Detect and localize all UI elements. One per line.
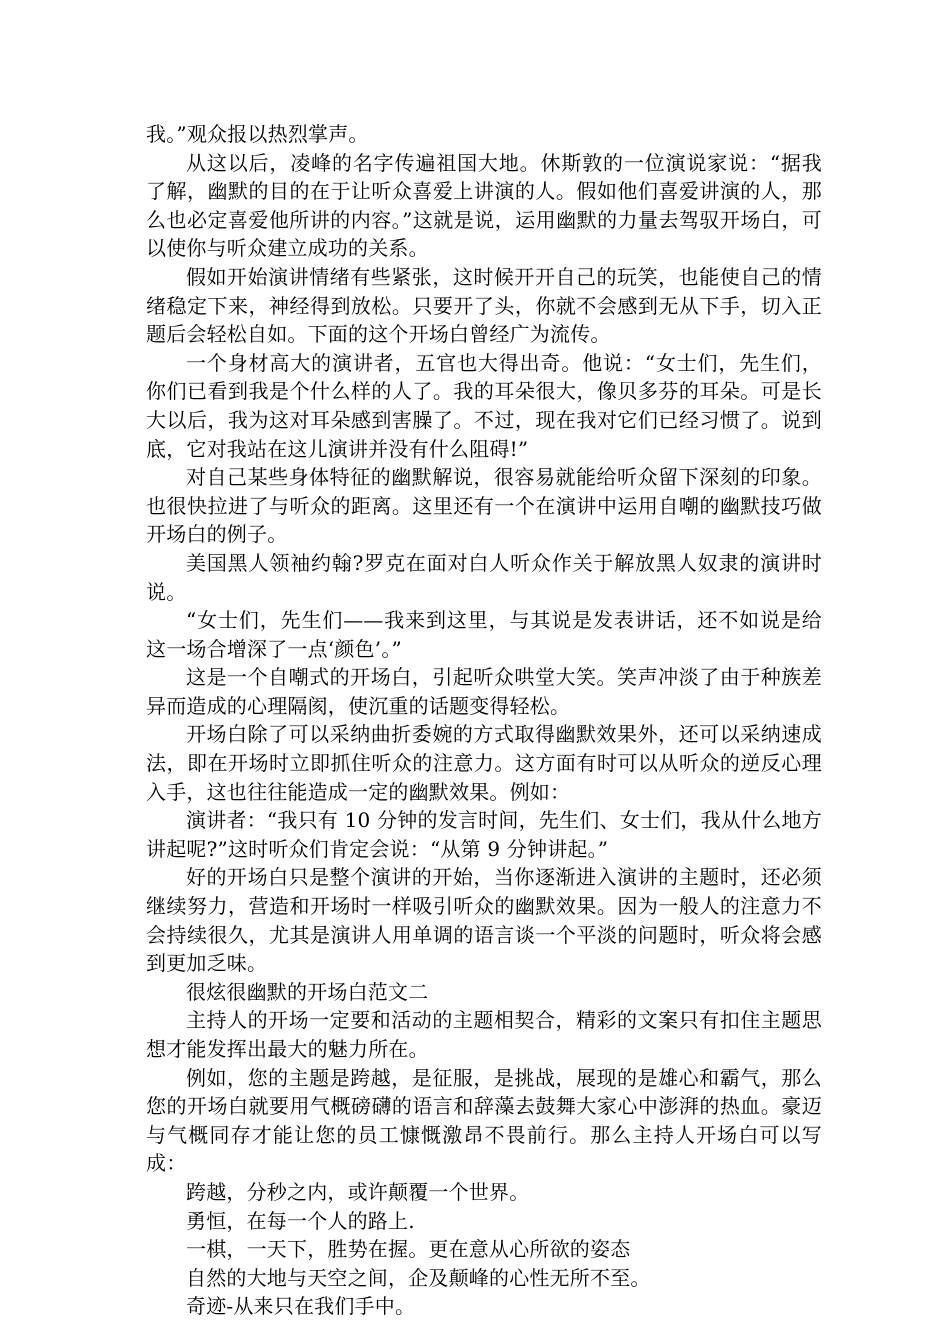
paragraph: 对自己某些身体特征的幽默解说，很容易就能给听众留下深刻的印象。也很快拉进了与听众的距离。这里还有一个在演讲中运用自嘲的幽默技巧做开场白的例子。 [146, 465, 822, 547]
paragraph: 从这以后，凌峰的名字传遍祖国大地。休斯敦的一位演说家说：“据我了解，幽默的目的在于让听众喜爱上讲演的人。假如他们喜爱讲演的人，那么也必定喜爱他所讲的内容。”这就是说，运用幽默的力量去驾驭开场白，可以使你与听众建立成功的关系。 [146, 150, 822, 261]
paragraph: 一棋，一天下，胜势在握。更在意从心所欲的姿态 [186, 1237, 631, 1262]
paragraph: 演讲者：“我只有 10 分钟的发言时间，先生们、女士们，我从什么地方讲起呢?”这时听众们肯定会说：“从第 9 分钟讲起。” [146, 808, 822, 861]
paragraph: 主持人的开场一定要和活动的主题相契合，精彩的文案只有扣住主题思想才能发挥出最大的魅力所在。 [146, 1008, 822, 1061]
paragraph: 我。”观众报以热烈掌声。 [146, 122, 369, 146]
paragraph: 例如，您的主题是跨越，是征服，是挑战，展现的是雄心和霸气，那么您的开场白就要用气概磅礴的语言和辞藻去鼓舞大家心中澎湃的热血。豪迈与气概同存才能让您的员工慷慨激昂不畏前行。那么主持人开场白可以写成： [146, 1065, 822, 1176]
paragraph: 奇迹-从来只在我们手中。 [186, 1294, 416, 1319]
paragraph: 跨越，分秒之内，或许颠覆一个世界。 [186, 1179, 530, 1204]
paragraph: 美国黑人领袖约翰?罗克在面对白人听众作关于解放黑人奴隶的演讲时说。 [146, 550, 822, 604]
document-body [146, 120, 822, 1321]
paragraph: 这是一个自嘲式的开场白，引起听众哄堂大笑。笑声冲淡了由于种族差异而造成的心理隔阂，使沉重的话题变得轻松。 [146, 665, 822, 718]
paragraph: “女士们，先生们——我来到这里，与其说是发表讲话，还不如说是给这一场合增深了一点‘颜色’。” [146, 608, 822, 661]
paragraph: 假如开始演讲情绪有些紧张，这时候开开自己的玩笑，也能使自己的情绪稳定下来，神经得到放松。只要开了头，你就不会感到无从下手，切入正题后会轻松自如。下面的这个开场白曾经广为流传。 [146, 264, 822, 347]
paragraph: 自然的大地与天空之间，企及颠峰的心性无所不至。 [186, 1265, 651, 1290]
paragraph: 勇恒，在每一个人的路上. [186, 1208, 415, 1233]
paragraph: 一个身材高大的演讲者，五官也大得出奇。他说：“女士们，先生们，你们已看到我是个什么样的人了。我的耳朵很大，像贝多芬的耳朵。可是长大以后，我为这对耳朵感到害臊了。不过，现在我对它们已经习惯了。说到底，它对我站在这儿演讲并没有什么阻碍!” [146, 350, 822, 461]
section-heading: 很炫很幽默的开场白范文二 [186, 979, 429, 1004]
paragraph: 好的开场白只是整个演讲的开始，当你逐渐进入演讲的主题时，还必须继续努力，营造和开场时一样吸引听众的幽默效果。因为一般人的注意力不会持续很久，尤其是演讲人用单调的语言谈一个平淡的问题时，听众将会感到更加乏味。 [146, 865, 822, 976]
paragraph: 开场白除了可以采纳曲折委婉的方式取得幽默效果外，还可以采纳速成法，即在开场时立即抓住听众的注意力。这方面有时可以从听众的逆反心理入手，这也往往能造成一定的幽默效果。例如： [146, 722, 822, 804]
